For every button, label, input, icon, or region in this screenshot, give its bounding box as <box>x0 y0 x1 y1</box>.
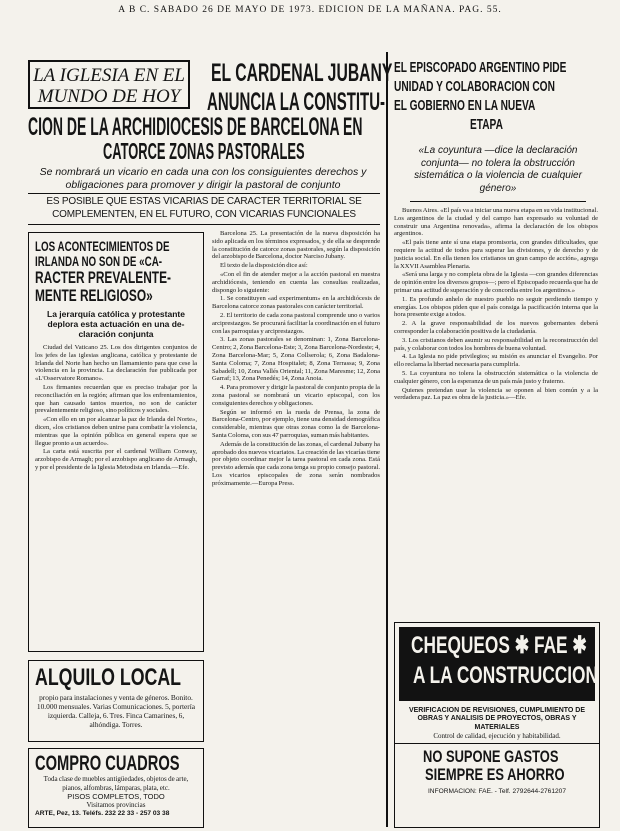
section-box-line2: MUNDO DE HOY <box>37 86 181 107</box>
paragraph: 2. A la grave responsabilidad de los nuevos gobernantes deberá corresponder la colaboración positiva de la ciudadanía. <box>394 320 598 335</box>
paragraph: «Con ello en un por alcanzar la paz de Irlanda del Norte», dicen, «los cristianos deben unirse para combatir la violencia, mientras que la opinión pública en general espera que se llegue pronto a un acuerdo». <box>35 416 197 447</box>
ad-fae-slogan-line1: NO SUPONE GASTOS <box>423 746 559 766</box>
irlanda-deck-line: claración conjunta <box>78 329 154 339</box>
irlanda-deck-line: deplora esta actuación en una de- <box>47 319 185 329</box>
episcopado-headline-line: UNIDAD Y COLABORACION CON <box>394 79 555 95</box>
episcopado-deck: «La coyuntura —dice la declaración conjunta— no tolera la obstrucción sistemática o la violencia de cualquier género» <box>414 145 582 194</box>
paragraph: Barcelona 25. La presentación de la nueva disposición ha sido aplicada en los términos expresados, y de ella se desprende la constitución de catorce zonas pastorales, según la disposición del arzobispo de Barcelona, doctor Narciso Jubany. <box>212 230 380 261</box>
ad-fae-note: Control de calidad, ejecución y habitabilidad. <box>433 732 561 741</box>
ad-fae-banner <box>399 627 598 701</box>
column-divider <box>386 52 388 827</box>
paragraph: 5. La coyuntura no tolera la obstrucción sistemática o la violencia de cualquier género, con la esperanza de un país más justo y fraterno. <box>394 369 598 385</box>
ad-alquilo-title: ALQUILO LOCAL <box>35 664 182 691</box>
main-article-body <box>212 230 380 830</box>
headline-line-3: CION DE LA ARCHIDIOCESIS DE BARCELONA EN <box>28 113 363 141</box>
ad-fae-rule <box>395 743 599 744</box>
episcopado-headline-line: ETAPA <box>470 117 503 133</box>
paragraph: La carta está suscrita por el cardenal William Conway, arzobispo de Armagh; por el arzobispo anglicano de Armagh, y por el presidente de la Iglesia Metodista en Irlanda.—Efe. <box>35 448 197 471</box>
section-box <box>28 60 190 109</box>
paragraph: 3. Los cristianos deben asumir su responsabilidad en la reconstrucción del país, y colaborar con todos los hombres de buena voluntad. <box>394 336 598 352</box>
paragraph: 4. La Iglesia no pide privilegios; su misión es anunciar el Evangelio. Por ello reclama la libertad necesaria para cumplirla. <box>394 353 598 369</box>
paragraph: 2. El territorio de cada zona pastoral comprende uno o varios arciprestazgos. Se procurará facilitar la coordinación en el futuro con las parroquias y arciprestazgos. <box>212 311 380 335</box>
headline-right-1: EL CARDENAL JUBANY <box>211 59 393 87</box>
main-subdeck: ES POSIBLE QUE ESTAS VICARIAS DE CARACTER TERRITORIAL SE COMPLEMENTEN, EN EL FUTURO, CON VICARIAS FUNCIONALES <box>46 196 362 220</box>
irlanda-headline-line: RACTER PREVALENTE- <box>35 268 171 287</box>
ad-alquilo-local <box>28 660 204 742</box>
ad-fae-title-line1: CHEQUEOS ✱ FAE ✱ <box>411 632 587 659</box>
ad-compro-cuadros <box>28 748 204 828</box>
episcopado-headline-line: EL EPISCOPADO ARGENTINO PIDE <box>394 60 567 76</box>
ad-fae <box>394 622 600 828</box>
paragraph: Además de la constitución de las zonas, el cardenal Jubany ha aprobado dos nuevos vicariatos. La creación de las vicarías tiene por objeto coordinar mejor la tarea pastoral en cada zona. Está previsto además que cada zona tenga su propio consejo pastoral. Los vicarios episcopales de zona serán nombrados próximamente.—Europa Press. <box>212 440 380 487</box>
ad-alquilo-body: propio para instalaciones y venta de géneros. Bonito. 10.000 mensuales. Varias Comunicaciones. 5, portería izquierda. Calleja, 6. Tres. Finca Camarines, 6, alhóndiga. Torres. <box>36 693 196 729</box>
irlanda-body <box>35 344 197 614</box>
paragraph: Buenos Aires. «El país va a iniciar una nueva etapa en su vida institucional. Los argentinos de la ciudad y del campo han expresado su voluntad de construir una Argentina renovada», afirma la declaración de los obispos argentinos. <box>394 207 598 238</box>
paragraph: Quienes pretendan usar la violencia se oponen al bien común y a la verdadera paz. La paz es obra de la justicia.»—Efe. <box>394 386 598 402</box>
irlanda-headline-line: LOS ACONTECIMIENTOS DE <box>35 238 170 254</box>
paragraph: Según se informó en la rueda de Prensa, la zona de Barcelona-Centro, por ejemplo, tiene una densidad demográfica considerable, mientras que otras zonas como la de Barcelona-Santa Coloma, con sus 47 parroquias, suman más habitantes. <box>212 408 380 439</box>
paragraph: «Será una larga y no completa obra de la Iglesia —con grandes diferencias de opinión entre los diversos grupos—; pero el Episcopado recuerda que ha de primar una actitud de superación y de concordia entre los argentinos.» <box>394 271 598 294</box>
paragraph: 1. Es profundo anhelo de nuestro pueblo no seguir perdiendo tiempo y energías. Los obispos piden que el país consiga la pacificación interna que la hora presente exige a todos. <box>394 295 598 319</box>
irlanda-deck-line: La jerarquía católica y protestante <box>47 309 185 319</box>
deck-rule <box>28 193 380 194</box>
paragraph: «Con el fin de atender mejor a la acción pastoral en nuestra archidiócesis, teniendo en cuenta las consultas realizadas, dispongo lo siguiente: <box>212 270 380 294</box>
episcopado-headline <box>394 59 598 135</box>
paragraph: El texto de la disposición dice así: <box>220 262 308 270</box>
section-box-line1: LA IGLESIA EN EL <box>33 65 185 86</box>
ad-compro-line3: Visitamos provincias <box>86 801 146 809</box>
ad-fae-slogan-line2: SIEMPRE ES AHORRO <box>425 764 565 784</box>
paragraph: Ciudad del Vaticano 25. Los dos dirigentes conjuntos de los jefes de las iglesias anglicana, católica y protestante de Irlanda del Norte han hecho un llamamiento para que cese la violencia en la provincia. La declaración fue publicada por «L'Osservatore Romano». <box>35 344 197 383</box>
irlanda-deck <box>35 309 197 339</box>
ad-compro-address: ARTE, Pez, 13. Teléfs. 232 22 33 - 257 03 38 <box>35 809 170 817</box>
paragraph: 1. Se constituyen «ad experimentum» en la archidiócesis de Barcelona catorce zonas pastorales con carácter territorial. <box>212 295 380 311</box>
running-head: A B C. SABADO 26 DE MAYO DE 1973. EDICION DE LA MAÑANA. PAG. 55. <box>118 5 502 15</box>
irlanda-headline-line: IRLANDA NO SON DE «CA- <box>35 253 163 269</box>
episcopado-deck-rule <box>410 201 586 202</box>
episcopado-body <box>394 207 598 619</box>
headline-line-4: CATORCE ZONAS PASTORALES <box>103 138 305 164</box>
paragraph: 3. Las zonas pastorales se denominan: 1, Zona Barcelona-Centro; 2, Zona Barcelona-Este; 3, Zona Barcelona-Nordeste; 4, Zona Barcelona-Mar; 5, Zona Collserola; 6, Zona Badalona-Santa Coloma; 7, Zona Hospitalet; 8, Zona Terrassa; 9, Zona Sabadell; 10, Zona Vallés Oriental; 11, Zona Maresme; 12, Zona Garraf; 13, Zona Penedés; 14, Zona Anoia. <box>212 336 380 383</box>
ad-compro-line2: PISOS COMPLETOS, TODO <box>67 792 165 801</box>
subdeck-rule <box>28 224 380 225</box>
irlanda-article <box>28 232 204 652</box>
ad-compro-title: COMPRO CUADROS <box>35 752 180 775</box>
ad-fae-subtitle: VERIFICACION DE REVISIONES, CUMPLIMIENTO DE OBRAS Y ANALISIS DE PROYECTOS, OBRAS Y MATERIALES <box>408 707 586 731</box>
paragraph: Los firmantes recuerdan que es preciso trabajar por la reconciliación en la región; afirman que los enfrentamientos, que han causado tantos muertos, no son de carácter prevalentemente religioso, sino políticos y sociales. <box>35 383 197 415</box>
irlanda-headline-line: MENTE RELIGIOSO» <box>35 286 153 305</box>
episcopado-headline-line: EL GOBIERNO EN LA NUEVA <box>394 98 536 114</box>
main-deck: Se nombrará un vicario en cada una con los consiguientes derechos y obligaciones para promover y dirigir la pastoral de conjunto <box>39 166 367 191</box>
paragraph: 4. Para promover y dirigir la pastoral de conjunto propia de la zona pastoral se nombrará un vicario episcopal, con los consiguientes derechos y obligaciones. <box>212 384 380 407</box>
headline-right-2: ANUNCIA LA CONSTITU- <box>207 88 386 116</box>
paragraph: «El país tiene ante sí una etapa promisoria, con grandes dificultades, que requiere la actitud de todos para superar las divisiones, y de derecho y de justicia social. En ella tienen los cristianos un gran campo de acción», agrega la XXVII Asamblea Plenaria. <box>394 239 598 270</box>
ad-compro-body: Toda clase de muebles antigüedades, objetos de arte, pianos, alfombras, lámparas, plata, etc. <box>43 775 189 792</box>
ad-fae-contact: INFORMACION: FAE. - Telf. 2792644-2761207 <box>427 787 567 795</box>
ad-fae-title-line2: A LA CONSTRUCCION <box>413 662 598 689</box>
